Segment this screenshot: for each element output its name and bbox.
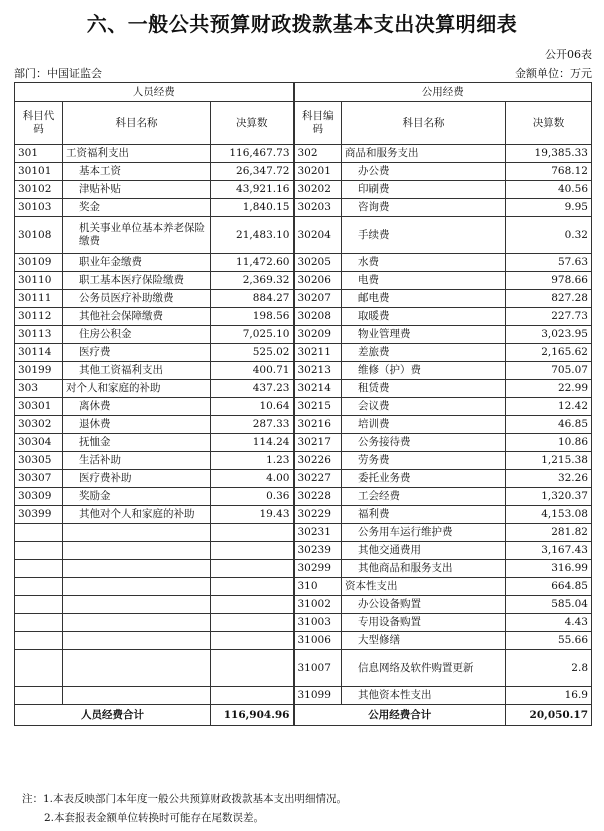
right-amount-cell: 768.12 xyxy=(506,163,592,181)
expenditure-detail-table xyxy=(14,82,592,726)
left-amount-cell: 1,840.15 xyxy=(211,199,294,217)
left-name-cell: 公务员医疗补助缴费 xyxy=(63,290,211,308)
left-code-cell: 30103 xyxy=(15,199,63,217)
public-total-value: 20,050.17 xyxy=(506,705,592,726)
footnote-1: 注：1.本表反映部门本年度一般公共预算财政拨款基本支出明细情况。 xyxy=(22,793,348,805)
left-code-cell xyxy=(15,596,63,614)
left-amount-cell: 114.24 xyxy=(211,434,294,452)
public-expense-header: 公用经费 xyxy=(294,83,592,102)
left-code-cell: 30112 xyxy=(15,308,63,326)
left-amount-cell xyxy=(211,560,294,578)
table-row xyxy=(15,181,592,199)
right-code-cell: 30227 xyxy=(294,470,342,488)
left-code-cell: 30302 xyxy=(15,416,63,434)
right-name-cell: 水费 xyxy=(342,254,506,272)
left-amount-cell: 10.64 xyxy=(211,398,294,416)
table-row xyxy=(15,632,592,650)
right-amount-cell: 12.42 xyxy=(506,398,592,416)
left-code-cell: 30113 xyxy=(15,326,63,344)
right-amount-cell: 9.95 xyxy=(506,199,592,217)
right-name-cell: 租赁费 xyxy=(342,380,506,398)
right-amount-cell: 705.07 xyxy=(506,362,592,380)
right-amount-cell: 32.26 xyxy=(506,470,592,488)
right-name-cell: 福利费 xyxy=(342,506,506,524)
table-row xyxy=(15,506,592,524)
table-row xyxy=(15,398,592,416)
left-name-cell: 津贴补贴 xyxy=(63,181,211,199)
right-amount-cell: 55.66 xyxy=(506,632,592,650)
right-name-cell: 印刷费 xyxy=(342,181,506,199)
table-row xyxy=(15,145,592,163)
left-amount-cell xyxy=(211,650,294,687)
left-code-cell xyxy=(15,542,63,560)
table-row xyxy=(15,199,592,217)
right-amount-cell: 2.8 xyxy=(506,650,592,687)
right-name-cell: 公务用车运行维护费 xyxy=(342,524,506,542)
right-amount-cell: 585.04 xyxy=(506,596,592,614)
right-code-cell: 310 xyxy=(294,578,342,596)
left-amount-cell: 21,483.10 xyxy=(211,217,294,254)
col-header-name-right: 科目名称 xyxy=(342,102,506,145)
left-name-cell xyxy=(63,542,211,560)
form-code: 公开06表 xyxy=(545,48,592,61)
right-amount-cell: 281.82 xyxy=(506,524,592,542)
left-code-cell: 30307 xyxy=(15,470,63,488)
left-name-cell xyxy=(63,578,211,596)
right-code-cell: 302 xyxy=(294,145,342,163)
left-amount-cell xyxy=(211,687,294,705)
right-amount-cell: 46.85 xyxy=(506,416,592,434)
table-row xyxy=(15,362,592,380)
table-row xyxy=(15,434,592,452)
left-name-cell: 职工基本医疗保险缴费 xyxy=(63,272,211,290)
right-name-cell: 咨询费 xyxy=(342,199,506,217)
left-name-cell: 医疗费 xyxy=(63,344,211,362)
right-code-cell: 31002 xyxy=(294,596,342,614)
left-code-cell: 30102 xyxy=(15,181,63,199)
left-amount-cell: 26,347.72 xyxy=(211,163,294,181)
table-row xyxy=(15,344,592,362)
left-amount-cell: 437.23 xyxy=(211,380,294,398)
right-name-cell: 其他资本性支出 xyxy=(342,687,506,705)
table-row xyxy=(15,326,592,344)
left-amount-cell xyxy=(211,596,294,614)
left-code-cell xyxy=(15,524,63,542)
left-code-cell: 30199 xyxy=(15,362,63,380)
right-name-cell: 委托业务费 xyxy=(342,470,506,488)
table-body xyxy=(15,145,592,705)
left-amount-cell xyxy=(211,542,294,560)
right-code-cell: 30217 xyxy=(294,434,342,452)
right-name-cell: 邮电费 xyxy=(342,290,506,308)
right-code-cell: 30209 xyxy=(294,326,342,344)
personnel-total-label: 人员经费合计 xyxy=(15,705,211,726)
right-name-cell: 物业管理费 xyxy=(342,326,506,344)
left-amount-cell: 525.02 xyxy=(211,344,294,362)
right-name-cell: 维修（护）费 xyxy=(342,362,506,380)
left-code-cell: 30101 xyxy=(15,163,63,181)
left-name-cell xyxy=(63,614,211,632)
left-code-cell: 30114 xyxy=(15,344,63,362)
table-row xyxy=(15,272,592,290)
right-amount-cell: 1,215.38 xyxy=(506,452,592,470)
left-name-cell: 抚恤金 xyxy=(63,434,211,452)
right-code-cell: 31007 xyxy=(294,650,342,687)
left-name-cell: 奖金 xyxy=(63,199,211,217)
right-name-cell: 公务接待费 xyxy=(342,434,506,452)
left-code-cell: 30301 xyxy=(15,398,63,416)
left-name-cell xyxy=(63,560,211,578)
personnel-expense-header: 人员经费 xyxy=(15,83,294,102)
left-amount-cell: 287.33 xyxy=(211,416,294,434)
right-code-cell: 30299 xyxy=(294,560,342,578)
col-header-code-left: 科目代码 xyxy=(15,102,63,145)
amount-unit-label: 金额单位：万元 xyxy=(515,67,592,80)
right-code-cell: 30226 xyxy=(294,452,342,470)
table-row xyxy=(15,596,592,614)
left-code-cell xyxy=(15,560,63,578)
left-code-cell: 301 xyxy=(15,145,63,163)
right-amount-cell: 664.85 xyxy=(506,578,592,596)
left-amount-cell: 400.71 xyxy=(211,362,294,380)
right-amount-cell: 3,167.43 xyxy=(506,542,592,560)
left-code-cell: 30111 xyxy=(15,290,63,308)
right-amount-cell: 227.73 xyxy=(506,308,592,326)
table-row xyxy=(15,163,592,181)
right-code-cell: 30208 xyxy=(294,308,342,326)
right-code-cell: 30228 xyxy=(294,488,342,506)
left-code-cell: 30110 xyxy=(15,272,63,290)
table-row xyxy=(15,217,592,254)
right-name-cell: 电费 xyxy=(342,272,506,290)
left-code-cell: 30109 xyxy=(15,254,63,272)
right-amount-cell: 22.99 xyxy=(506,380,592,398)
right-name-cell: 专用设备购置 xyxy=(342,614,506,632)
right-code-cell: 30215 xyxy=(294,398,342,416)
left-amount-cell: 0.36 xyxy=(211,488,294,506)
table-row xyxy=(15,524,592,542)
right-name-cell: 其他交通费用 xyxy=(342,542,506,560)
table-row xyxy=(15,578,592,596)
right-name-cell: 取暖费 xyxy=(342,308,506,326)
left-amount-cell: 1.23 xyxy=(211,452,294,470)
right-amount-cell: 57.63 xyxy=(506,254,592,272)
left-name-cell: 基本工资 xyxy=(63,163,211,181)
left-amount-cell: 2,369.32 xyxy=(211,272,294,290)
right-code-cell: 30211 xyxy=(294,344,342,362)
left-amount-cell: 884.27 xyxy=(211,290,294,308)
table-row xyxy=(15,308,592,326)
page-title: 六、一般公共预算财政拨款基本支出决算明细表 xyxy=(86,12,518,36)
right-amount-cell: 1,320.37 xyxy=(506,488,592,506)
left-name-cell: 工资福利支出 xyxy=(63,145,211,163)
left-name-cell: 对个人和家庭的补助 xyxy=(63,380,211,398)
left-amount-cell xyxy=(211,632,294,650)
left-name-cell xyxy=(63,650,211,687)
right-name-cell: 劳务费 xyxy=(342,452,506,470)
right-name-cell: 商品和服务支出 xyxy=(342,145,506,163)
left-name-cell xyxy=(63,596,211,614)
right-name-cell: 工会经费 xyxy=(342,488,506,506)
right-code-cell: 31003 xyxy=(294,614,342,632)
left-name-cell: 职业年金缴费 xyxy=(63,254,211,272)
left-amount-cell: 11,472.60 xyxy=(211,254,294,272)
right-code-cell: 30213 xyxy=(294,362,342,380)
right-amount-cell: 0.32 xyxy=(506,217,592,254)
table-row xyxy=(15,470,592,488)
right-code-cell: 30231 xyxy=(294,524,342,542)
right-code-cell: 31006 xyxy=(294,632,342,650)
table-row xyxy=(15,290,592,308)
table-row xyxy=(15,254,592,272)
right-code-cell: 30204 xyxy=(294,217,342,254)
left-amount-cell: 7,025.10 xyxy=(211,326,294,344)
right-name-cell: 办公费 xyxy=(342,163,506,181)
left-code-cell xyxy=(15,687,63,705)
department-label: 部门：中国证监会 xyxy=(14,67,102,80)
left-code-cell xyxy=(15,650,63,687)
left-name-cell: 其他对个人和家庭的补助 xyxy=(63,506,211,524)
right-amount-cell: 16.9 xyxy=(506,687,592,705)
left-name-cell: 生活补助 xyxy=(63,452,211,470)
left-name-cell xyxy=(63,687,211,705)
personnel-total-value: 116,904.96 xyxy=(211,705,294,726)
left-name-cell: 其他工资福利支出 xyxy=(63,362,211,380)
right-name-cell: 差旅费 xyxy=(342,344,506,362)
right-code-cell: 30206 xyxy=(294,272,342,290)
right-code-cell: 30239 xyxy=(294,542,342,560)
right-name-cell: 会议费 xyxy=(342,398,506,416)
left-code-cell: 30399 xyxy=(15,506,63,524)
right-name-cell: 其他商品和服务支出 xyxy=(342,560,506,578)
left-code-cell xyxy=(15,632,63,650)
right-amount-cell: 978.66 xyxy=(506,272,592,290)
left-code-cell xyxy=(15,614,63,632)
right-name-cell: 培训费 xyxy=(342,416,506,434)
right-code-cell: 30205 xyxy=(294,254,342,272)
left-name-cell: 奖励金 xyxy=(63,488,211,506)
right-code-cell: 30214 xyxy=(294,380,342,398)
left-name-cell: 住房公积金 xyxy=(63,326,211,344)
table-row xyxy=(15,687,592,705)
left-amount-cell xyxy=(211,578,294,596)
left-code-cell: 303 xyxy=(15,380,63,398)
left-amount-cell: 116,467.73 xyxy=(211,145,294,163)
left-code-cell: 30108 xyxy=(15,217,63,254)
right-amount-cell: 3,023.95 xyxy=(506,326,592,344)
col-header-code-right: 科目编码 xyxy=(294,102,342,145)
left-amount-cell: 19.43 xyxy=(211,506,294,524)
table-row xyxy=(15,380,592,398)
right-amount-cell: 316.99 xyxy=(506,560,592,578)
right-amount-cell: 4.43 xyxy=(506,614,592,632)
right-name-cell: 信息网络及软件购置更新 xyxy=(342,650,506,687)
col-header-name-left: 科目名称 xyxy=(63,102,211,145)
table-row xyxy=(15,542,592,560)
right-name-cell: 资本性支出 xyxy=(342,578,506,596)
left-name-cell: 医疗费补助 xyxy=(63,470,211,488)
left-amount-cell: 43,921.16 xyxy=(211,181,294,199)
left-amount-cell: 198.56 xyxy=(211,308,294,326)
right-amount-cell: 4,153.08 xyxy=(506,506,592,524)
table-row xyxy=(15,488,592,506)
footnotes xyxy=(22,790,347,828)
right-code-cell: 30203 xyxy=(294,199,342,217)
right-code-cell: 30201 xyxy=(294,163,342,181)
table-row xyxy=(15,452,592,470)
right-amount-cell: 19,385.33 xyxy=(506,145,592,163)
right-code-cell: 30207 xyxy=(294,290,342,308)
table-row xyxy=(15,416,592,434)
left-code-cell: 30305 xyxy=(15,452,63,470)
right-name-cell: 办公设备购置 xyxy=(342,596,506,614)
left-code-cell: 30309 xyxy=(15,488,63,506)
col-header-amount-left: 决算数 xyxy=(211,102,294,145)
left-name-cell: 退休费 xyxy=(63,416,211,434)
right-name-cell: 手续费 xyxy=(342,217,506,254)
left-name-cell: 离休费 xyxy=(63,398,211,416)
table-row xyxy=(15,560,592,578)
right-amount-cell: 2,165.62 xyxy=(506,344,592,362)
left-name-cell: 其他社会保障缴费 xyxy=(63,308,211,326)
right-code-cell: 30202 xyxy=(294,181,342,199)
right-code-cell: 31099 xyxy=(294,687,342,705)
right-name-cell: 大型修缮 xyxy=(342,632,506,650)
table-row xyxy=(15,614,592,632)
col-header-amount-right: 决算数 xyxy=(506,102,592,145)
left-code-cell xyxy=(15,578,63,596)
footnote-2: 2.本套报表金额单位转换时可能存在尾数误差。 xyxy=(44,812,265,824)
right-code-cell: 30216 xyxy=(294,416,342,434)
left-amount-cell xyxy=(211,614,294,632)
left-amount-cell: 4.00 xyxy=(211,470,294,488)
left-amount-cell xyxy=(211,524,294,542)
right-amount-cell: 827.28 xyxy=(506,290,592,308)
table-row xyxy=(15,650,592,687)
public-total-label: 公用经费合计 xyxy=(294,705,506,726)
right-code-cell: 30229 xyxy=(294,506,342,524)
left-name-cell xyxy=(63,632,211,650)
left-code-cell: 30304 xyxy=(15,434,63,452)
right-amount-cell: 10.86 xyxy=(506,434,592,452)
left-name-cell xyxy=(63,524,211,542)
left-name-cell: 机关事业单位基本养老保险缴费 xyxy=(63,217,211,254)
right-amount-cell: 40.56 xyxy=(506,181,592,199)
